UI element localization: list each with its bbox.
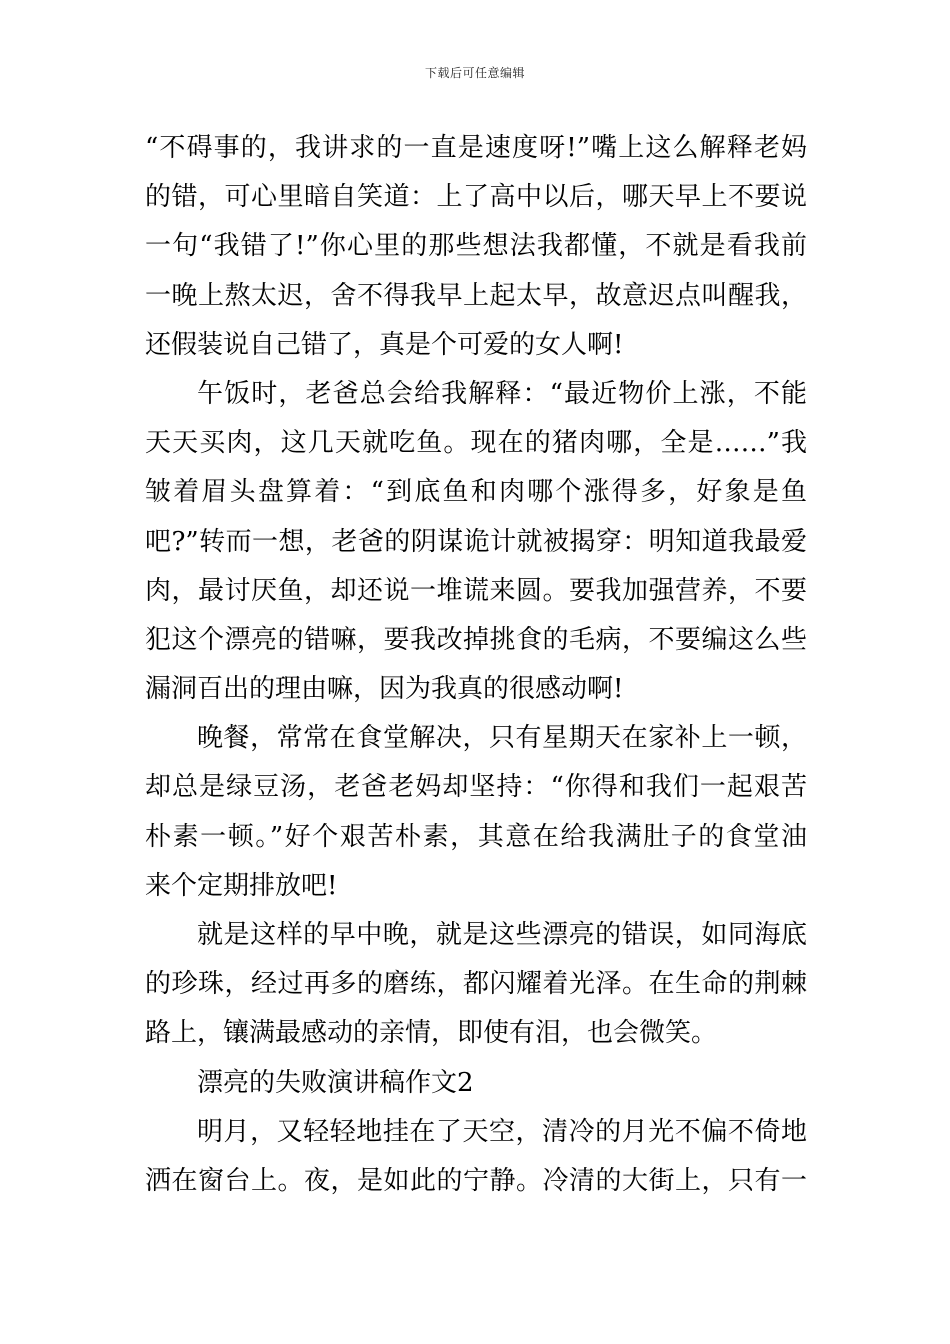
- text-line: 就是这样的早中晚，就是这些漂亮的错误，如同海底: [197, 920, 807, 950]
- text-line: 还假装说自己错了，真是个可爱的女人啊!: [145, 329, 624, 360]
- text-line: 吧?”转而一想，老爸的阴谋诡计就被揭穿：明知道我最爱: [145, 526, 807, 557]
- body-text: [145, 124, 807, 1206]
- text-line: 漏洞百出的理由嘛，因为我真的很感动啊!: [145, 674, 624, 705]
- text-line: 漂亮的失败演讲稿作文2: [197, 1067, 474, 1098]
- text-line: 一晚上熬太迟，舍不得我早上起太早，故意迟点叫醒我，: [145, 280, 807, 311]
- text-line: 一句“我错了!”你心里的那些想法我都懂，不就是看我前: [145, 231, 807, 262]
- text-line: 的珍珠，经过再多的磨练，都闪耀着光泽。在生命的荆棘: [145, 969, 807, 1000]
- text-line: “不碍事的，我讲求的一直是速度呀!”嘴上这么解释老妈: [145, 133, 807, 163]
- page-header: 下载后可任意编辑: [424, 66, 525, 80]
- text-line: 天天买肉，这几天就吃鱼。现在的猪肉哪，全是……”我: [145, 428, 807, 459]
- text-line: 朴素一顿。”好个艰苦朴素，其意在给我满肚子的食堂油: [145, 821, 807, 852]
- text-line: 却总是绿豆汤，老爸老妈却坚持：“你得和我们一起艰苦: [145, 772, 807, 803]
- text-line: 皱着眉头盘算着：“到底鱼和肉哪个涨得多，好象是鱼: [145, 477, 807, 508]
- text-line: 洒在窗台上。夜，是如此的宁静。冷清的大街上，只有一: [145, 1165, 807, 1196]
- text-line: 的错，可心里暗自笑道：上了高中以后，哪天早上不要说: [145, 182, 807, 213]
- text-line: 犯这个漂亮的错嘛，要我改掉挑食的毛病，不要编这么些: [145, 624, 807, 655]
- text-line: 来个定期排放吧!: [145, 870, 338, 901]
- text-line: 路上，镶满最感动的亲情，即使有泪，也会微笑。: [145, 1018, 718, 1049]
- text-line: 晚餐，常常在食堂解决，只有星期天在家补上一顿，: [197, 723, 807, 754]
- text-line: 肉，最讨厌鱼，却还说一堆谎来圆。要我加强营养，不要: [145, 575, 807, 606]
- text-line: 午饭时，老爸总会给我解释：“最近物价上涨，不能: [197, 378, 807, 409]
- text-line: 明月，又轻轻地挂在了天空，清冷的月光不偏不倚地: [197, 1116, 807, 1147]
